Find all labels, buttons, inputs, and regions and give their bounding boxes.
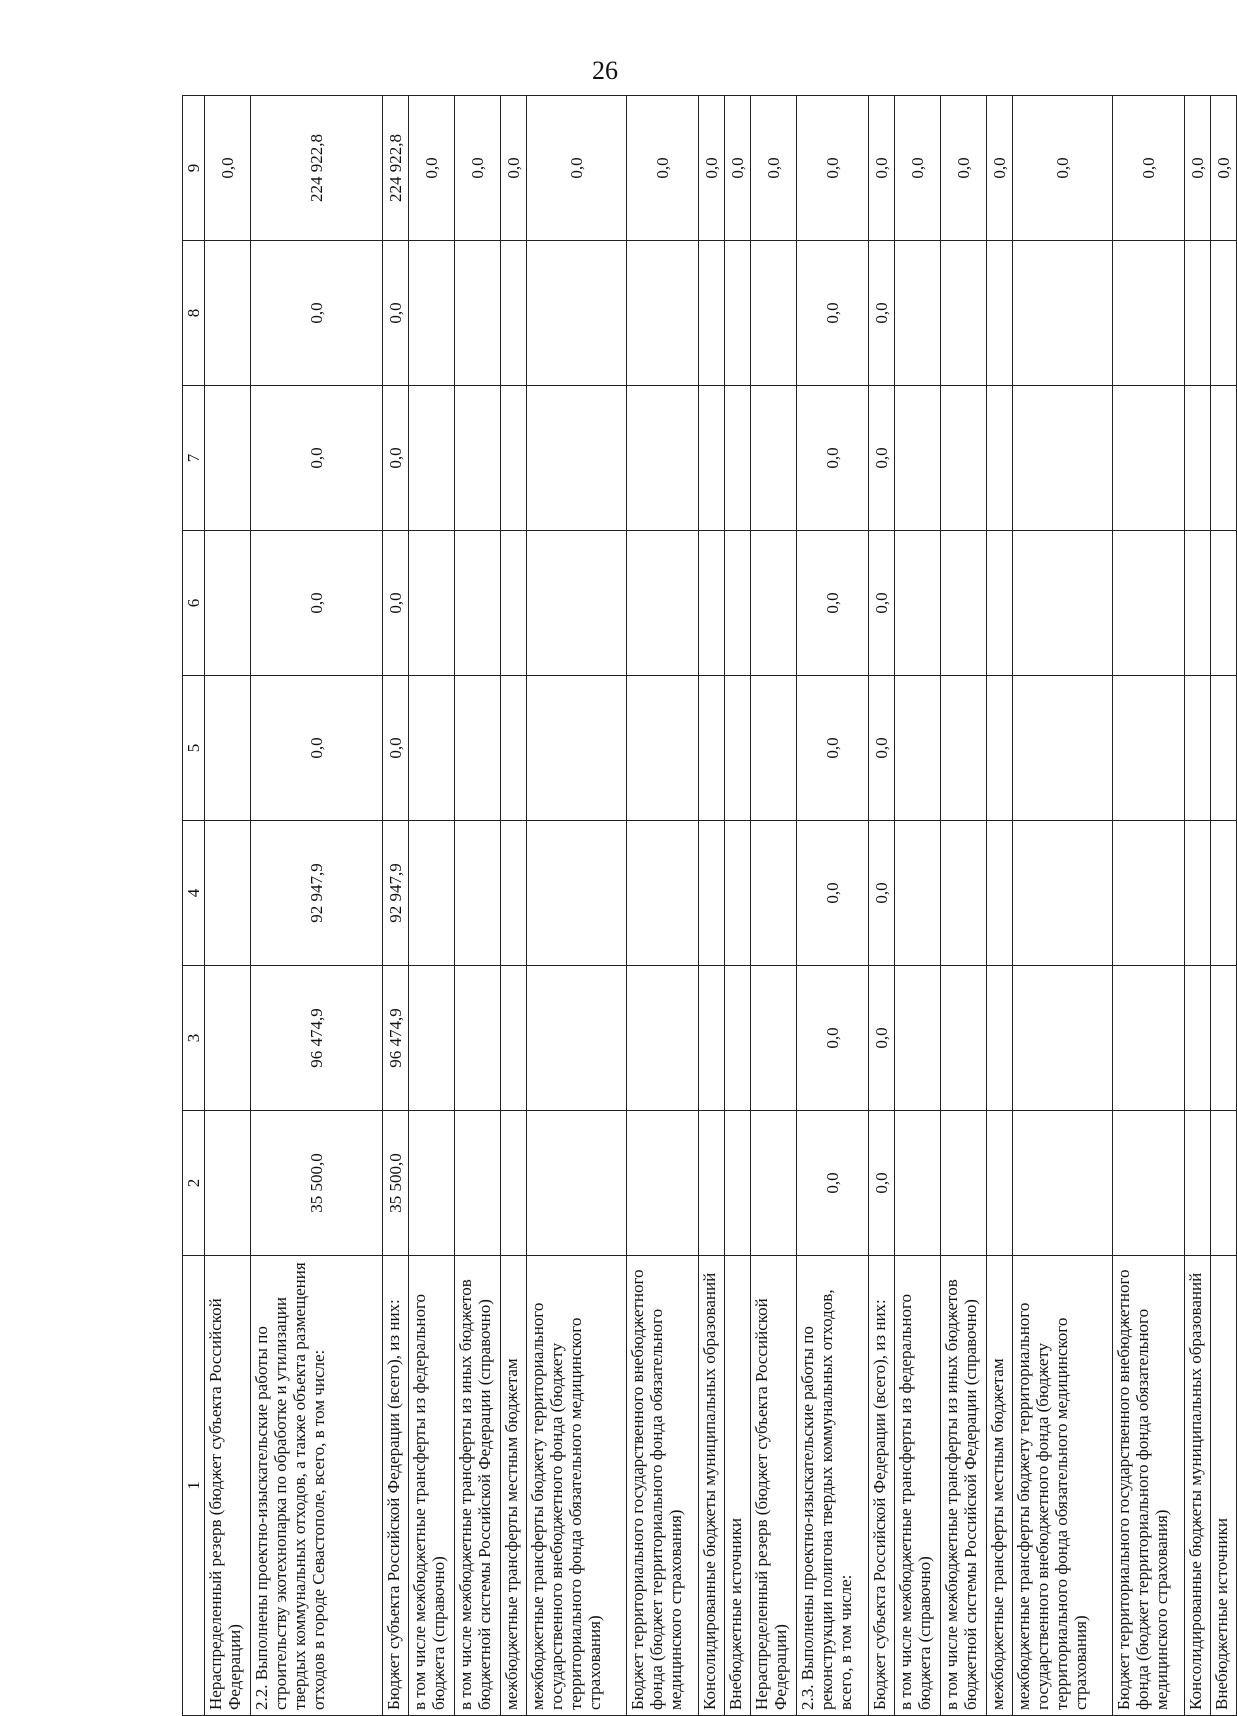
table-row <box>383 96 409 1716</box>
row-label-cell: межбюджетные трансферты бюджету территориального государственного внебюджетного фонда (бюджету территориального фонда обязательного медицинского страхования) <box>527 1256 627 1716</box>
table-row <box>455 96 501 1716</box>
table-header-row <box>183 96 205 1716</box>
value-cell: 92 947,9 <box>251 821 383 966</box>
value-cell <box>941 1111 987 1256</box>
value-cell <box>1113 966 1185 1111</box>
value-cell: 0,0 <box>1113 96 1185 241</box>
value-cell <box>501 531 527 676</box>
value-cell <box>205 241 251 386</box>
value-cell <box>751 531 797 676</box>
value-cell: 0,0 <box>383 531 409 676</box>
value-cell <box>1013 386 1113 531</box>
table-row <box>1211 96 1237 1716</box>
value-cell <box>1185 241 1211 386</box>
value-cell <box>527 531 627 676</box>
table-row <box>627 96 699 1716</box>
value-cell: 0,0 <box>895 96 941 241</box>
column-header-1: 1 <box>183 1256 205 1716</box>
value-cell <box>501 1111 527 1256</box>
value-cell: 0,0 <box>797 386 869 531</box>
value-cell: 0,0 <box>501 96 527 241</box>
value-cell <box>1185 821 1211 966</box>
value-cell <box>1013 531 1113 676</box>
value-cell <box>699 821 725 966</box>
value-cell <box>725 821 751 966</box>
value-cell: 0,0 <box>987 96 1013 241</box>
value-cell <box>751 966 797 1111</box>
value-cell <box>627 241 699 386</box>
value-cell <box>1211 531 1237 676</box>
column-header-6: 6 <box>183 531 205 676</box>
value-cell <box>1185 1111 1211 1256</box>
row-label-cell: 2.2. Выполнены проектно-изыскательские работы по строительству экотехнопарка по обработке и утилизации твердых коммунальных отходов, а также объекта размещения отходов в городе Севастополе, всего, в том числе: <box>251 1256 383 1716</box>
value-cell <box>699 676 725 821</box>
value-cell <box>627 386 699 531</box>
value-cell <box>941 531 987 676</box>
value-cell <box>1211 241 1237 386</box>
row-label-cell: Бюджет территориального государственного внебюджетного фонда (бюджет территориального фонда обязательного медицинского страхования) <box>1113 1256 1185 1716</box>
value-cell: 0,0 <box>251 386 383 531</box>
value-cell <box>987 821 1013 966</box>
value-cell: 224 922,8 <box>251 96 383 241</box>
value-cell: 0,0 <box>869 1111 895 1256</box>
value-cell: 0,0 <box>1013 96 1113 241</box>
value-cell <box>987 241 1013 386</box>
value-cell: 0,0 <box>797 241 869 386</box>
value-cell <box>1211 676 1237 821</box>
value-cell: 0,0 <box>797 966 869 1111</box>
value-cell <box>699 386 725 531</box>
value-cell: 0,0 <box>797 821 869 966</box>
value-cell <box>699 1111 725 1256</box>
table-row <box>1113 96 1185 1716</box>
value-cell <box>1211 1111 1237 1256</box>
table-row <box>869 96 895 1716</box>
table-row <box>409 96 455 1716</box>
value-cell <box>699 241 725 386</box>
table-row <box>699 96 725 1716</box>
value-cell <box>895 676 941 821</box>
value-cell: 0,0 <box>251 531 383 676</box>
value-cell <box>941 821 987 966</box>
row-label-cell: в том числе межбюджетные трансферты из федерального бюджета (справочно) <box>409 1256 455 1716</box>
value-cell <box>895 531 941 676</box>
value-cell <box>501 241 527 386</box>
table-row <box>1013 96 1113 1716</box>
value-cell <box>1211 386 1237 531</box>
value-cell: 92 947,9 <box>383 821 409 966</box>
value-cell: 0,0 <box>383 241 409 386</box>
row-label-cell: Нераспределенный резерв (бюджет субъекта Российской Федерации) <box>751 1256 797 1716</box>
row-label-cell: Бюджет субъекта Российской Федерации (всего), из них: <box>869 1256 895 1716</box>
column-header-8: 8 <box>183 241 205 386</box>
value-cell <box>725 386 751 531</box>
value-cell: 0,0 <box>627 96 699 241</box>
value-cell: 0,0 <box>869 966 895 1111</box>
value-cell <box>409 966 455 1111</box>
value-cell: 0,0 <box>797 531 869 676</box>
value-cell <box>1013 1111 1113 1256</box>
value-cell: 0,0 <box>205 96 251 241</box>
value-cell <box>1113 821 1185 966</box>
value-cell <box>527 821 627 966</box>
value-cell <box>941 386 987 531</box>
table-row <box>205 96 251 1716</box>
budget-table <box>182 95 1237 1716</box>
value-cell <box>895 821 941 966</box>
value-cell <box>501 821 527 966</box>
value-cell <box>1185 531 1211 676</box>
value-cell <box>1113 531 1185 676</box>
value-cell <box>409 531 455 676</box>
row-label-cell: Нераспределенный резерв (бюджет субъекта Российской Федерации) <box>205 1256 251 1716</box>
value-cell <box>455 676 501 821</box>
value-cell <box>627 966 699 1111</box>
value-cell <box>1185 966 1211 1111</box>
value-cell <box>895 386 941 531</box>
value-cell <box>455 966 501 1111</box>
row-label-cell: Бюджет субъекта Российской Федерации (всего), из них: <box>383 1256 409 1716</box>
value-cell: 0,0 <box>869 676 895 821</box>
value-cell <box>527 676 627 821</box>
value-cell <box>1013 676 1113 821</box>
value-cell <box>1113 241 1185 386</box>
value-cell <box>205 821 251 966</box>
value-cell: 0,0 <box>1185 96 1211 241</box>
value-cell <box>455 241 501 386</box>
value-cell <box>1113 1111 1185 1256</box>
value-cell <box>751 821 797 966</box>
value-cell <box>1185 676 1211 821</box>
row-label-cell: межбюджетные трансферты местным бюджетам <box>987 1256 1013 1716</box>
value-cell <box>751 1111 797 1256</box>
value-cell <box>1211 966 1237 1111</box>
value-cell <box>1013 241 1113 386</box>
value-cell: 0,0 <box>409 96 455 241</box>
value-cell <box>987 531 1013 676</box>
row-label-cell: Консолидированные бюджеты муниципальных образований <box>1185 1256 1211 1716</box>
value-cell: 0,0 <box>383 386 409 531</box>
value-cell <box>1113 386 1185 531</box>
value-cell: 0,0 <box>751 96 797 241</box>
column-header-5: 5 <box>183 676 205 821</box>
table-row <box>251 96 383 1716</box>
value-cell <box>987 1111 1013 1256</box>
value-cell <box>527 966 627 1111</box>
value-cell <box>751 676 797 821</box>
table-row <box>941 96 987 1716</box>
page-number: 26 <box>592 56 618 85</box>
value-cell <box>409 386 455 531</box>
value-cell <box>895 241 941 386</box>
row-label-cell: в том числе межбюджетные трансферты из иных бюджетов бюджетной системы Российской Федерации (справочно) <box>941 1256 987 1716</box>
row-label-cell: Бюджет территориального государственного внебюджетного фонда (бюджет территориального фонда обязательного медицинского страхования) <box>627 1256 699 1716</box>
value-cell <box>987 676 1013 821</box>
row-label-cell: межбюджетные трансферты местным бюджетам <box>501 1256 527 1716</box>
value-cell: 0,0 <box>455 96 501 241</box>
value-cell <box>725 966 751 1111</box>
row-label-cell: межбюджетные трансферты бюджету территориального государственного внебюджетного фонда (бюджету территориального фонда обязательного медицинского страхования) <box>1013 1256 1113 1716</box>
column-header-4: 4 <box>183 821 205 966</box>
value-cell <box>527 241 627 386</box>
value-cell: 0,0 <box>699 96 725 241</box>
value-cell: 0,0 <box>869 96 895 241</box>
value-cell: 35 500,0 <box>251 1111 383 1256</box>
column-header-2: 2 <box>183 1111 205 1256</box>
value-cell: 0,0 <box>251 676 383 821</box>
rotated-table-container <box>182 96 1233 1716</box>
value-cell <box>699 966 725 1111</box>
row-label-cell: 2.3. Выполнены проектно-изыскательские работы по реконструкции полигона твердых коммунальных отходов, всего, в том числе: <box>797 1256 869 1716</box>
value-cell: 0,0 <box>797 96 869 241</box>
value-cell <box>409 821 455 966</box>
value-cell: 96 474,9 <box>383 966 409 1111</box>
value-cell <box>751 241 797 386</box>
table-row <box>751 96 797 1716</box>
value-cell <box>205 1111 251 1256</box>
value-cell <box>455 531 501 676</box>
row-label-cell: в том числе межбюджетные трансферты из иных бюджетов бюджетной системы Российской Федерации (справочно) <box>455 1256 501 1716</box>
table-row <box>895 96 941 1716</box>
value-cell <box>455 386 501 531</box>
column-header-3: 3 <box>183 966 205 1111</box>
value-cell <box>1211 821 1237 966</box>
value-cell <box>941 966 987 1111</box>
table-row <box>501 96 527 1716</box>
value-cell: 0,0 <box>383 676 409 821</box>
value-cell: 0,0 <box>1211 96 1237 241</box>
value-cell <box>627 676 699 821</box>
value-cell <box>527 386 627 531</box>
table-row <box>797 96 869 1716</box>
value-cell <box>725 241 751 386</box>
value-cell <box>725 1111 751 1256</box>
column-header-9: 9 <box>183 96 205 241</box>
table-row <box>987 96 1013 1716</box>
value-cell: 224 922,8 <box>383 96 409 241</box>
value-cell <box>527 1111 627 1256</box>
value-cell <box>205 386 251 531</box>
table-row <box>725 96 751 1716</box>
value-cell: 0,0 <box>797 1111 869 1256</box>
value-cell <box>987 386 1013 531</box>
value-cell: 0,0 <box>725 96 751 241</box>
value-cell: 0,0 <box>869 821 895 966</box>
value-cell: 35 500,0 <box>383 1111 409 1256</box>
value-cell <box>409 241 455 386</box>
value-cell <box>725 676 751 821</box>
value-cell <box>941 241 987 386</box>
value-cell <box>725 531 751 676</box>
value-cell: 0,0 <box>527 96 627 241</box>
value-cell <box>627 531 699 676</box>
value-cell <box>941 676 987 821</box>
value-cell <box>205 676 251 821</box>
value-cell <box>501 386 527 531</box>
value-cell: 0,0 <box>941 96 987 241</box>
value-cell: 0,0 <box>869 386 895 531</box>
value-cell <box>1185 386 1211 531</box>
value-cell: 0,0 <box>251 241 383 386</box>
value-cell <box>751 386 797 531</box>
value-cell <box>699 531 725 676</box>
value-cell <box>501 676 527 821</box>
value-cell <box>1013 821 1113 966</box>
value-cell <box>409 676 455 821</box>
row-label-cell: Внебюджетные источники <box>1211 1256 1237 1716</box>
value-cell <box>627 1111 699 1256</box>
value-cell: 96 474,9 <box>251 966 383 1111</box>
row-label-cell: в том числе межбюджетные трансферты из федерального бюджета (справочно) <box>895 1256 941 1716</box>
value-cell <box>627 821 699 966</box>
table-row <box>1185 96 1211 1716</box>
value-cell <box>205 531 251 676</box>
value-cell <box>895 1111 941 1256</box>
value-cell <box>205 966 251 1111</box>
value-cell <box>987 966 1013 1111</box>
table-row <box>527 96 627 1716</box>
value-cell <box>1113 676 1185 821</box>
value-cell: 0,0 <box>869 241 895 386</box>
value-cell: 0,0 <box>797 676 869 821</box>
row-label-cell: Внебюджетные источники <box>725 1256 751 1716</box>
row-label-cell: Консолидированные бюджеты муниципальных образований <box>699 1256 725 1716</box>
value-cell: 0,0 <box>869 531 895 676</box>
value-cell <box>1013 966 1113 1111</box>
value-cell <box>895 966 941 1111</box>
value-cell <box>455 821 501 966</box>
column-header-7: 7 <box>183 386 205 531</box>
value-cell <box>409 1111 455 1256</box>
value-cell <box>501 966 527 1111</box>
value-cell <box>455 1111 501 1256</box>
